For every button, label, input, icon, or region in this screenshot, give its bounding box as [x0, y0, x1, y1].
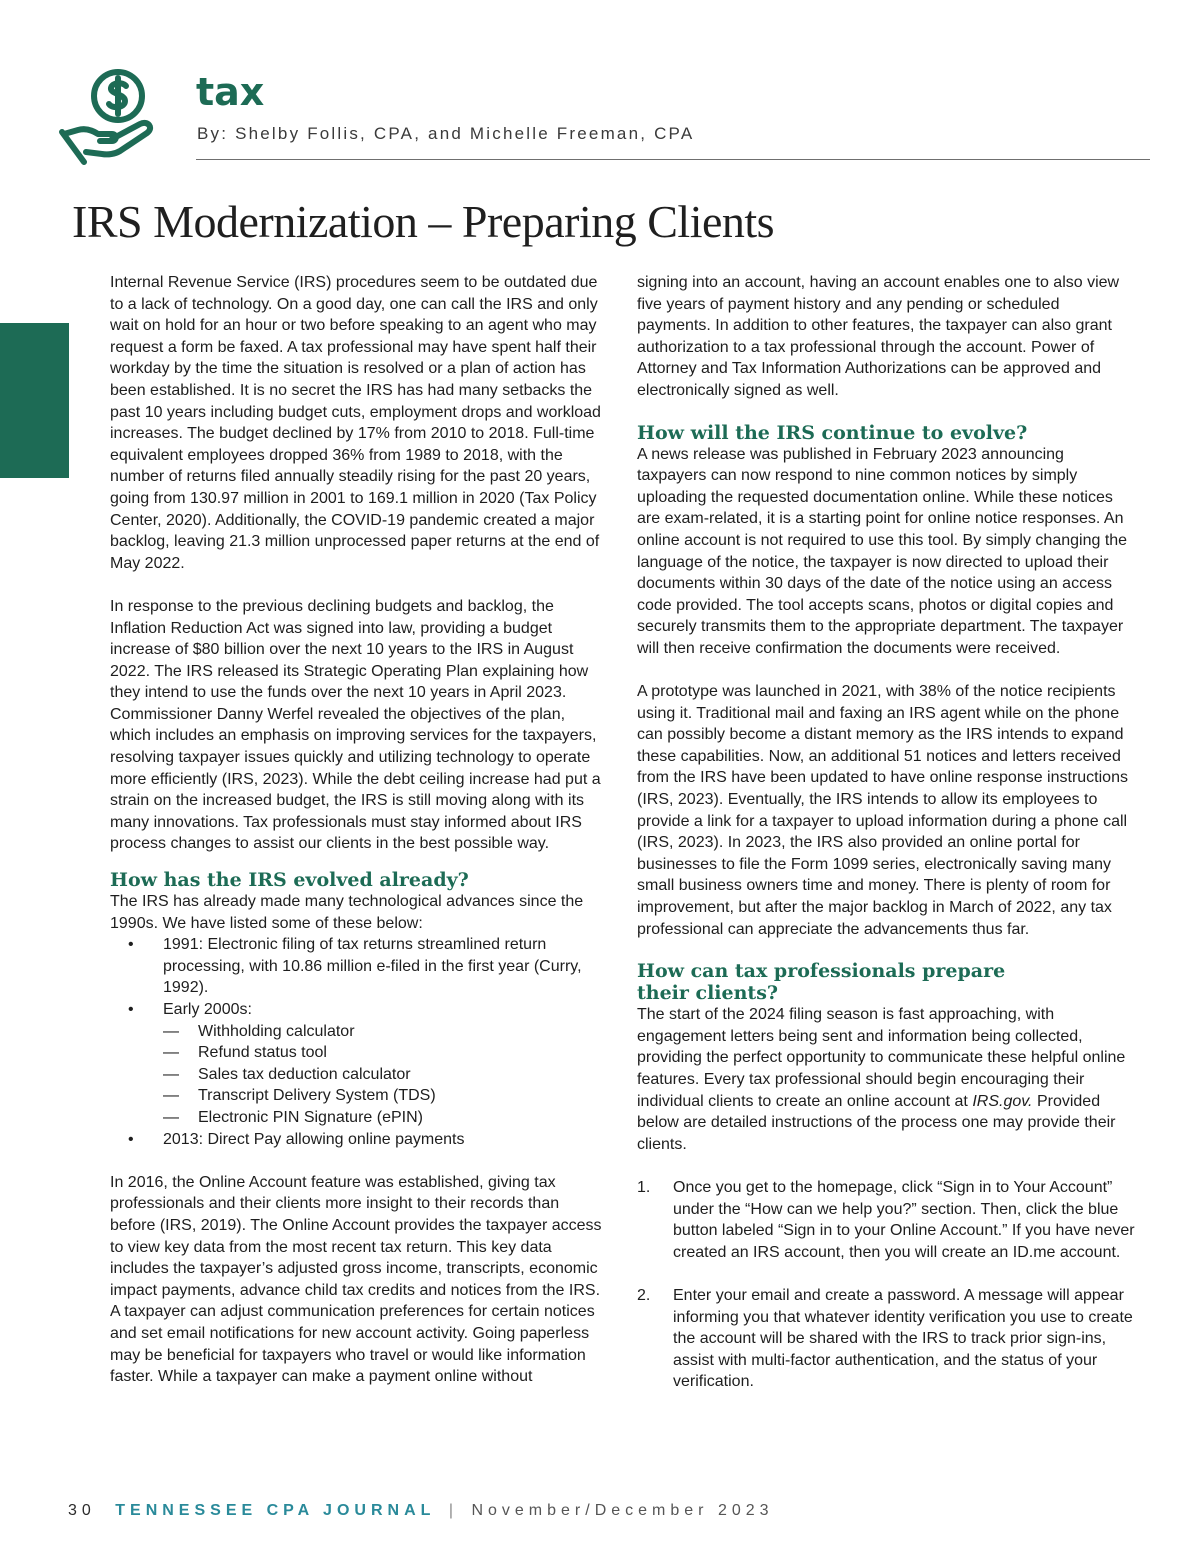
- paragraph: [637, 1004, 1137, 1155]
- sub-list-item: — Transcript Delivery System (TDS): [163, 1085, 606, 1107]
- header-divider: [196, 159, 1150, 160]
- section-heading: How has the IRS evolved already?: [110, 869, 469, 892]
- side-tab-label: tax: [26, 700, 43, 721]
- list-item: • 1991: Electronic filing of tax returns streamlined return processing, with 10.86 million e-filed in the first year (Curry, 1992).: [110, 934, 606, 999]
- paragraph: The IRS has already made many technological advances since the 1990s. We have listed some of these below:: [110, 893, 584, 932]
- paragraph: Internal Revenue Service (IRS) procedures seem to be outdated due to a lack of technology. On a good day, one can call the IRS and only wait on hold for an hour or two before speaking to an agent who may request a form be faxed. A tax professional may have spent half their workday by the time the situation is resolved or a plan of action has been established. It is no secret the IRS has had many setbacks the past 10 years including budget cuts, employment drops and workload increases. The budget declined by 17% from 2010 to 2018. Full-time equivalent employees dropped 36% from 1989 to 2018, with the number of returns filed annually steadily rising for the past 20 years, going from 130.97 million in 2001 to 169.1 million in 2020 (Tax Policy Center, 2020). Additionally, the COVID-19 pandemic created a major backlog, leaving 21.3 million unprocessed paper returns at the end of May 2022.: [110, 274, 601, 572]
- instructions-list: [637, 1177, 1137, 1393]
- heading-line: their clients?: [637, 982, 779, 1005]
- sub-list-item: — Sales tax deduction calculator: [163, 1064, 606, 1086]
- sub-list-item: — Refund status tool: [163, 1042, 606, 1064]
- section-heading: [637, 960, 1137, 1004]
- step-text: Once you get to the homepage, click “Sign in to Your Account” under the “How can we help you?” section. Then, click the blue button labeled “Sign in to your Online Account.” If you have never created an IRS account, then you will create an ID.me account.: [673, 1178, 1135, 1261]
- page-footer: [68, 1500, 774, 1522]
- page-number: 30: [68, 1502, 96, 1519]
- swirl-logo-icon: [0, 743, 69, 801]
- journal-name: TENNESSEE CPA JOURNAL: [115, 1502, 436, 1519]
- heading-line: How can tax professionals prepare: [637, 960, 1006, 983]
- list-item: [110, 999, 606, 1129]
- hand-holding-dollar-icon: [60, 66, 164, 170]
- side-tab: [0, 323, 69, 721]
- step-text: Enter your email and create a password. A message will appear informing you that whatever identity verification you use to create the account will be shared with the IRS to track prior sign-ins, assist with multi-factor authentication, and the status of your verification.: [673, 1286, 1133, 1391]
- step-number: 1.: [637, 1178, 651, 1196]
- article-title: IRS Modernization – Preparing Clients: [72, 196, 775, 247]
- step-item: [637, 1285, 1137, 1393]
- sub-list: [163, 1021, 606, 1129]
- step-item: [637, 1177, 1137, 1263]
- section-heading: How will the IRS continue to evolve?: [637, 421, 1028, 444]
- paragraph: In response to the previous declining budgets and backlog, the Inflation Reduction Act was signed into law, providing a budget increase of $80 billion over the next 10 years to the IRS in August 2022. The IRS released its Strategic Operating Plan explaining how they intend to use the funds over the next 10 years in April 2023. Commissioner Danny Werfel revealed the objectives of the plan, which includes an emphasis on improving services for the taxpayers, resolving taxpayer issues quickly and utilizing technology to operate more efficiently (IRS, 2023). While the debt ceiling increase had put a strain on the increased budget, the IRS is still moving along with its many innovations. Tax professionals must stay informed about IRS process changes to assist our clients in the best possible way.: [110, 597, 601, 853]
- footer-separator: |: [448, 1502, 458, 1519]
- sub-list-item: — Withholding calculator: [163, 1021, 606, 1043]
- paragraph: A news release was published in February 2023 announcing taxpayers can now respond to nine common notices by simply uploading the requested documentation online. While these notices are exam-related, it is a starting point for online notice responses. An online account is not required to use this tool. By simply changing the language of the notice, the taxpayer is now directed to upload their documents within 30 days of the date of the notice using an access code provided. The tool accepts scans, photos or digital copies and securely transmits them to the appropriate department. The taxpayer will then receive confirmation the documents were received.: [637, 445, 1128, 657]
- text-run: Provided below are detailed instructions of the process one may provide their clients.: [637, 1092, 1116, 1153]
- byline: By: Shelby Follis, CPA, and Michelle Freeman, CPA: [197, 124, 695, 143]
- step-number: 2.: [637, 1286, 651, 1304]
- paragraph: signing into an account, having an account enables one to also view five years of payment history and any pending or scheduled payments. In addition to other features, the taxpayer can also grant authorization to a tax professional through the account. Power of Attorney and Tax Information Authorizations can be approved and electronically signed as well.: [637, 274, 1120, 399]
- advances-list: [110, 934, 606, 1150]
- list-item-label: Early 2000s:: [163, 1001, 252, 1018]
- sub-list-item: — Electronic PIN Signature (ePIN): [163, 1107, 606, 1129]
- paragraph: A prototype was launched in 2021, with 38% of the notice recipients using it. Traditional mail and faxing an IRS agent while on the phone can possibly become a distant memory as the IRS intends to expand these capabilities. Now, an additional 51 notices and letters received from the IRS have been updated to have online response instructions (IRS, 2023). Eventually, the IRS intends to allow its employees to provide a link for a taxpayer to upload information during a phone call (IRS, 2023). In 2023, the IRS also provided an online portal for businesses to file the Form 1099 series, electronically saving many small business owners time and money. There is plenty of room for improvement, but after the major backlog in March of 2022, any tax professional can appreciate the advancements thus far.: [637, 683, 1128, 938]
- paragraph: In 2016, the Online Account feature was established, giving tax professionals and their clients more insight to their records than before (IRS, 2019). The Online Account provides the taxpayer access to view key data from the most recent tax return. This key data includes the taxpayer’s adjusted gross income, transcripts, economic impact payments, advance child tax credits and notices from the IRS. A taxpayer can adjust communication preferences for certain notices and set email notifications for new account activity. Going paperless may be beneficial for taxpayers who travel or would like information faster. While a taxpayer can make a payment online without: [110, 1173, 602, 1386]
- issue-date: November/December 2023: [471, 1502, 774, 1519]
- text-run: The start of the 2024 filing season is fast approaching, with engagement letters being sent and information being collected, providing the perfect opportunity to communicate these helpful online features. Every tax professional should begin encouraging their individual clients to create an online account at: [637, 1006, 1126, 1110]
- irs-gov-link[interactable]: IRS.gov.: [972, 1092, 1033, 1110]
- list-item: • 2013: Direct Pay allowing online payments: [110, 1129, 606, 1151]
- left-column: [110, 272, 606, 1388]
- section-title: tax: [196, 70, 265, 114]
- right-column: [637, 272, 1137, 1393]
